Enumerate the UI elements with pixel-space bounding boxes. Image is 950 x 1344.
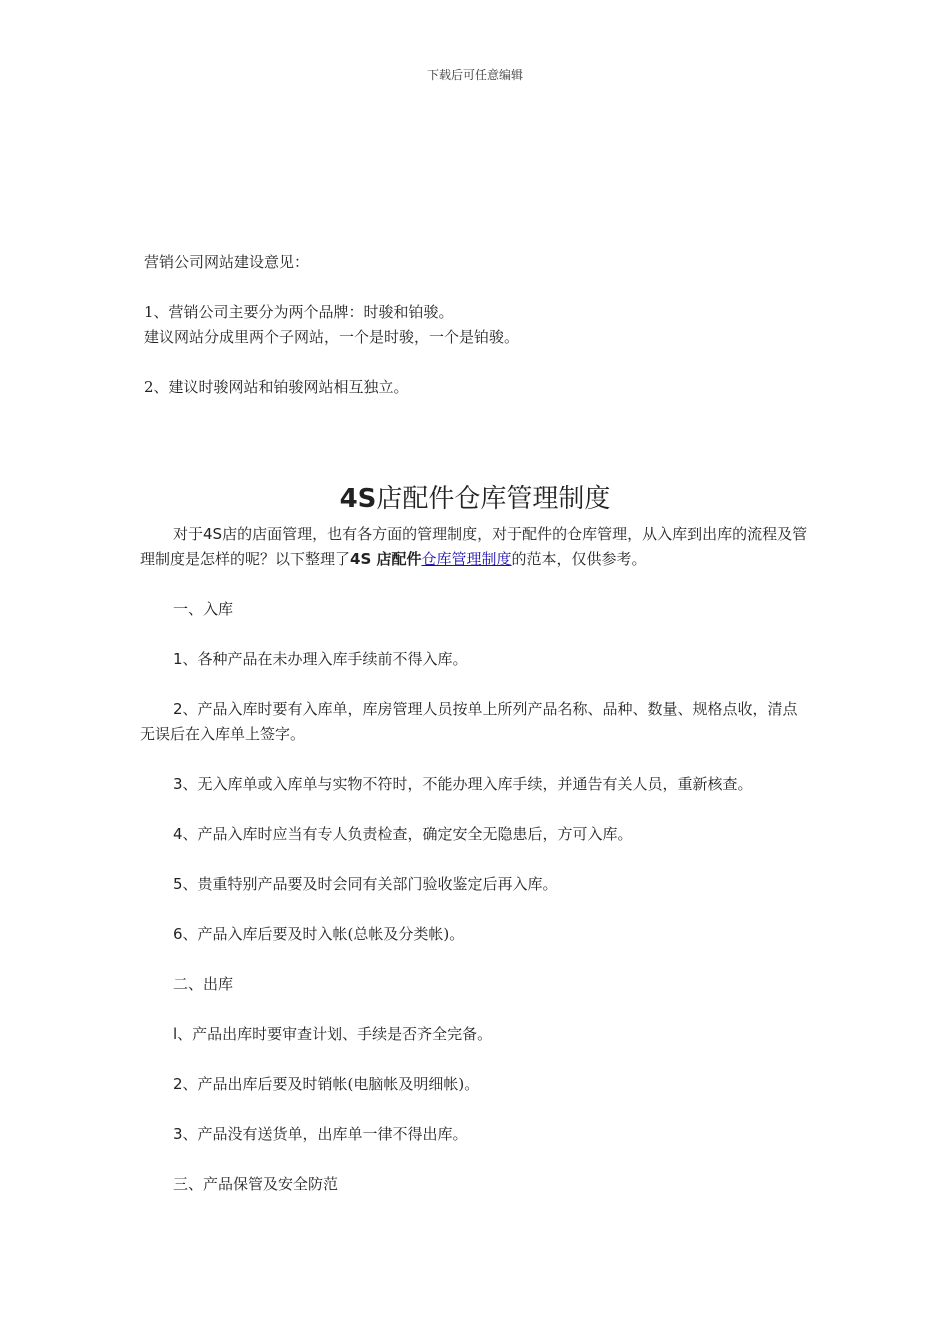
list-item: 2、产品入库时要有入库单，库房管理人员按单上所列产品名称、品种、数量、规格点收，清点无误后在入库单上签字。 xyxy=(140,700,798,743)
list-item: 6、产品入库后要及时入帐(总帐及分类帐)。 xyxy=(173,925,465,943)
article-intro xyxy=(140,522,810,572)
intro-text-c: 的范本，仅供参考。 xyxy=(511,550,647,568)
warehouse-rules-link[interactable]: 仓库管理制度 xyxy=(421,550,512,568)
article-title-rest: 店配件仓库管理制度 xyxy=(376,484,611,514)
intro-text-a: 对于 xyxy=(173,525,204,543)
page-header: 下载后可任意编辑 xyxy=(426,68,523,82)
list-item: l、产品出库时要审查计划、手续是否齐全完备。 xyxy=(173,1025,493,1043)
list-item: 2、产品出库后要及时销帐(电脑帐及明细帐)。 xyxy=(173,1075,480,1093)
list-item: 5、贵重特别产品要及时会同有关部门验收鉴定后再入库。 xyxy=(173,875,558,893)
intro-text-b: 店的店面管理，也有各方面的管理制度，对于配件的仓库管理，从入库到出库的流程及管理制度是怎样的呢？以下整理了 xyxy=(140,525,808,568)
memo-line-2: 建议网站分成里两个子网站，一个是时骏，一个是铂骏。 xyxy=(144,328,520,346)
memo-section xyxy=(144,250,824,400)
intro-bold-text: 4S 店配件 xyxy=(350,550,422,568)
memo-line-1: 1、营销公司主要分为两个品牌：时骏和铂骏。 xyxy=(144,303,454,321)
memo-line-3: 2、建议时骏网站和铂骏网站相互独立。 xyxy=(144,378,409,396)
article-body xyxy=(140,522,810,1197)
list-item: 4、产品入库时应当有专人负责检查，确定安全无隐患后，方可入库。 xyxy=(173,825,633,843)
list-item: 1、各种产品在未办理入库手续前不得入库。 xyxy=(173,650,468,668)
article-title xyxy=(0,478,950,515)
article-title-bold: 4S xyxy=(339,484,377,514)
section-heading-inbound: 一、入库 xyxy=(173,600,234,618)
section-heading-outbound: 二、出库 xyxy=(173,975,234,993)
list-item: 3、产品没有送货单，出库单一律不得出库。 xyxy=(173,1125,468,1143)
intro-4s: 4S xyxy=(203,525,223,543)
memo-title: 营销公司网站建设意见： xyxy=(144,253,310,271)
section-heading-storage: 三、产品保管及安全防范 xyxy=(173,1175,339,1193)
list-item: 3、无入库单或入库单与实物不符时，不能办理入库手续，并通告有关人员，重新核查。 xyxy=(173,775,753,793)
